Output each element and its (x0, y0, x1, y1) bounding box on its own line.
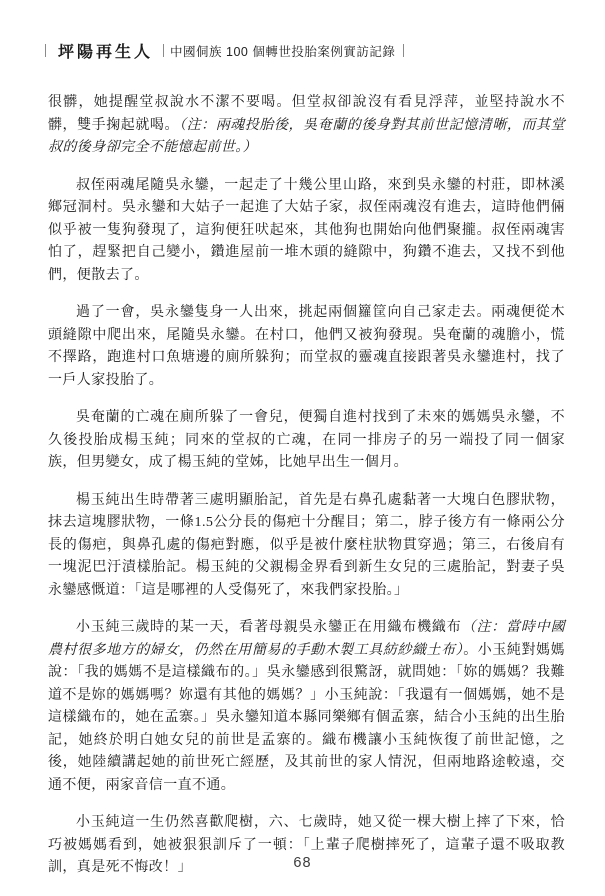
page-header (45, 39, 404, 62)
text-segment: 吳奄蘭的亡魂在廁所躲了一會兒，便獨自進村找到了未來的媽媽吳永鑾，不久後投胎成楊玉純；同來的堂叔的亡魂，在同一排房子的另一端投了同一個家族，但男變女，成了楊玉純的堂姊，比她早出生一個月。 (48, 410, 565, 470)
book-title: 坪陽再生人 (58, 44, 154, 61)
separator-bar-icon (45, 44, 46, 57)
paragraph (48, 92, 565, 160)
text-segment: 。小玉純對媽媽說：「我的媽媽不是這樣織布的。」吳永鑾感到很驚訝，就問她：「妳的媽媽？我難道不是妳的媽媽嗎？妳還有其他的媽媽？」小玉純說：「我還有一個媽媽，她不是這樣織布的，她在孟寨。」吳永鑾知道本縣同樂鄉有個孟寨，結合小玉純的出生胎記，她終於明白她女兒的前世是孟寨的。織布機讓小玉純恢復了前世記憶，之後，她陸續講起她的前世死亡經歷，及其前世的家人情況，但兩地路途較遠，交通不便，兩家音信一直不通。 (48, 642, 565, 793)
page-footer (0, 854, 605, 872)
separator-bar-icon (163, 44, 164, 57)
text-segment: 小玉純這一生仍然喜歡爬樹，六、七歲時，她又從一棵大樹上摔了下來，恰巧被媽媽看到，她被狠狠訓斥了一頓：「上輩子爬樹摔死了，這輩子還不吸取教訓，真是死不悔改！」 (48, 815, 565, 875)
book-subtitle: 中國侗族 100 個轉世投胎案例實訪記錄 (170, 44, 396, 59)
text-segment: 楊玉純出生時帶著三處明顯胎記，首先是右鼻孔處黏著一大塊白色膠狀物，抹去這塊膠狀物，一條1.5公分長的傷疤十分醒目；第二，脖子後方有一條兩公分長的傷疤，與鼻孔處的傷疤對應，似乎是被什麼柱狀物貫穿過；第三，右後肩有一塊泥巴汙漬樣胎記。楊玉純的父親楊金界看到新生女兒的三處胎記，對妻子吳永鑾感慨道：「這是哪裡的人受傷死了，來我們家投胎。」 (48, 492, 565, 598)
page-number: 68 (293, 855, 312, 871)
paragraph (48, 617, 565, 797)
paragraph (48, 490, 565, 603)
paragraph (48, 407, 565, 475)
separator-bar-icon (403, 44, 404, 57)
paragraph (48, 175, 565, 288)
note-segment: （注：當時中國農村很多地方的婦女，仍然在用簡易的手動木製工具紡紗織土布） (48, 620, 565, 658)
text-segment: 叔侄兩魂尾隨吳永鑾，一起走了十幾公里山路，來到吳永鑾的村莊，即林溪鄉冠洞村。吳永鑾和大姑子一起進了大姑子家，叔侄兩魂沒有進去，這時他們倆似乎被一隻狗發現了，這狗便狂吠起來，其他狗也開始向他們聚攏。叔侄兩魂害怕了，趕緊把自己變小，鑽進屋前一堆木頭的縫隙中，狗鑽不進去，又找不到他們，便散去了。 (48, 177, 565, 283)
page-body (48, 92, 565, 895)
paragraph (48, 302, 565, 392)
note-segment: （注：兩魂投胎後，吳奄蘭的後身對其前世記憶清晰，而其堂叔的後身卻完全不能憶起前世。） (48, 117, 565, 155)
text-segment: 過了一會，吳永鑾隻身一人出來，挑起兩個籮筐向自己家走去。兩魂便從木頭縫隙中爬出來，尾隨吳永鑾。在村口，他們又被狗發現。吳奄蘭的魂膽小，慌不擇路，跑進村口魚塘邊的廁所躲狗；而堂叔的靈魂直接跟著吳永鑾進村，找了一戶人家投胎了。 (48, 305, 565, 388)
text-segment: 很髒，她提醒堂叔說水不潔不要喝。但堂叔卻說沒有看見浮萍，並堅持說水不髒，雙手掬起就喝。 (48, 95, 565, 133)
text-segment: 小玉純三歲時的某一天，看著母親吳永鑾正在用織布機織布 (76, 620, 462, 635)
